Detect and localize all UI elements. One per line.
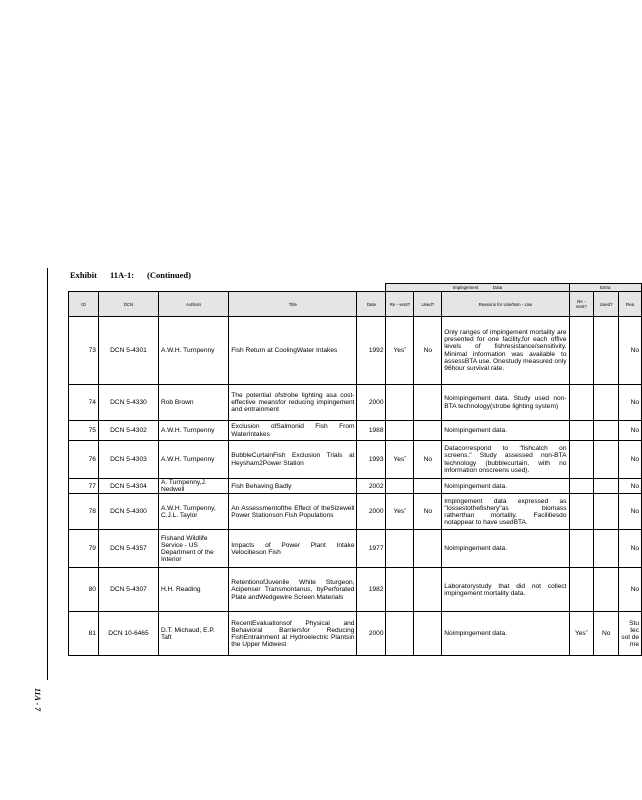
row-entrainment-present xyxy=(569,385,594,421)
row-entrainment-reason: No xyxy=(619,568,642,612)
row-entrainment-present xyxy=(569,479,594,494)
row-entrainment-reason: No xyxy=(619,421,642,441)
row-impingement-used xyxy=(414,479,442,494)
col-header-used: Used? xyxy=(414,292,442,317)
row-entrainment-reason: No xyxy=(619,494,642,530)
exhibit-number: 11A-1: xyxy=(110,270,135,280)
row-entrainment-reason: Stu tec sol de me xyxy=(619,612,642,656)
row-title: RetentionofJuvenile White Sturgeon, Acipenser Transmontanus, byPerforated Plate andWedgewire Screen Materials xyxy=(229,568,357,612)
row-title: An Assessmentofthe Effect of theSizewell Power Stationson Fish Populations xyxy=(229,494,357,530)
row-dcn: DCN 5-4301 xyxy=(98,317,158,385)
row-date: 1977 xyxy=(357,530,386,568)
row-entrainment-present: Yes˚ xyxy=(569,612,594,656)
exhibit-note: (Continued) xyxy=(147,270,191,280)
row-impingement-reason: Noimpingement data. xyxy=(442,530,569,568)
table-row xyxy=(69,441,642,479)
row-impingement-reason: Datacorrespond to "fishcatch on screens." Study assessed non-BTA technology (bubblecurtain, with no information onscreens used). xyxy=(442,441,569,479)
row-entrainment-present xyxy=(569,441,594,479)
col-header-reasons-2: Rea xyxy=(619,292,642,317)
row-impingement-reason: Noimpingement data. xyxy=(442,612,569,656)
row-dcn: DCN 5-4303 xyxy=(98,441,158,479)
table-row xyxy=(69,385,642,421)
table-row xyxy=(69,568,642,612)
entrainment-data-group-header: Entra xyxy=(569,284,641,292)
row-dcn: DCN 5-4307 xyxy=(98,568,158,612)
row-impingement-present xyxy=(386,568,414,612)
row-date: 2002 xyxy=(357,479,386,494)
row-authors: H.H. Reading xyxy=(158,568,228,612)
exhibit-heading xyxy=(70,270,191,280)
row-entrainment-used xyxy=(594,494,619,530)
row-impingement-present: Yes˚ xyxy=(386,494,414,530)
row-title: BubbleCurtainFish Exclusion Trials at Heysham2Power Station xyxy=(229,441,357,479)
row-impingement-reason: Laboratorystudy that did not collect impingement mortality data. xyxy=(442,568,569,612)
row-impingement-used xyxy=(414,568,442,612)
row-id: 76 xyxy=(69,441,99,479)
row-date: 2000 xyxy=(357,494,386,530)
table-row xyxy=(69,479,642,494)
page-number: 11A - 7 xyxy=(33,688,42,712)
row-title: Impacts of Power Plant Intake Velocitieson Fish xyxy=(229,530,357,568)
row-authors: A.W.H. Turnpenny xyxy=(158,317,228,385)
row-authors: D.T. Michaud, E.P. Taft xyxy=(158,612,228,656)
row-entrainment-present xyxy=(569,317,594,385)
row-id: 73 xyxy=(69,317,99,385)
row-impingement-reason: Noimpingement data. Study used non-BTA technology(strobe lighting system) xyxy=(442,385,569,421)
row-impingement-present xyxy=(386,421,414,441)
row-id: 80 xyxy=(69,568,99,612)
row-title: RecentEvaluationsof Physical and Behavioral Barriersfor Reducing FishEntrainment at Hydroelectric Plantsin the Upper Midwest xyxy=(229,612,357,656)
row-date: 2000 xyxy=(357,385,386,421)
table-row xyxy=(69,612,642,656)
row-entrainment-used xyxy=(594,385,619,421)
col-header-used-2: Used? xyxy=(594,292,619,317)
row-id: 77 xyxy=(69,479,99,494)
col-header-title: Title xyxy=(229,292,357,317)
row-entrainment-used xyxy=(594,530,619,568)
col-header-re-sent: Re - sent? xyxy=(386,292,414,317)
table-row xyxy=(69,494,642,530)
row-impingement-present: Yes˚ xyxy=(386,441,414,479)
row-dcn: DCN 5-4357 xyxy=(98,530,158,568)
row-entrainment-used xyxy=(594,479,619,494)
row-authors: Rob Brown xyxy=(158,385,228,421)
row-dcn: DCN 5-4330 xyxy=(98,385,158,421)
col-header-re-sent-2: Re - sent? xyxy=(569,292,594,317)
row-impingement-present xyxy=(386,385,414,421)
row-date: 2000 xyxy=(357,612,386,656)
row-dcn: DCN 5-4302 xyxy=(98,421,158,441)
row-impingement-reason: Noimpingement data. xyxy=(442,421,569,441)
row-entrainment-used: No xyxy=(594,612,619,656)
row-impingement-reason: Noimpingement data. xyxy=(442,479,569,494)
row-impingement-used xyxy=(414,612,442,656)
row-impingement-used: No xyxy=(414,317,442,385)
table-row xyxy=(69,317,642,385)
row-impingement-present: Yes˚ xyxy=(386,317,414,385)
row-id: 74 xyxy=(69,385,99,421)
left-margin-rule xyxy=(47,268,48,680)
row-date: 1988 xyxy=(357,421,386,441)
row-entrainment-present xyxy=(569,421,594,441)
row-impingement-present xyxy=(386,479,414,494)
row-impingement-reason: Impingement data expressed as "lossestothefishery"as biomass ratherthan mortality. Facilitiesdo notappear to have usedBTA. xyxy=(442,494,569,530)
row-impingement-used xyxy=(414,530,442,568)
row-date: 1993 xyxy=(357,441,386,479)
row-dcn: DCN 10-6465 xyxy=(98,612,158,656)
impingement-data-group-header: Impingement Data xyxy=(386,284,569,292)
row-entrainment-reason: No xyxy=(619,479,642,494)
row-authors: A.W.H. Turnpenny xyxy=(158,421,228,441)
col-header-reasons: Reasons for Use/Non - Use xyxy=(442,292,569,317)
table-row xyxy=(69,421,642,441)
exhibit-table xyxy=(68,283,642,656)
row-id: 78 xyxy=(69,494,99,530)
row-impingement-used xyxy=(414,421,442,441)
row-entrainment-used xyxy=(594,421,619,441)
row-title: Fish Return at CoolingWater Intakes xyxy=(229,317,357,385)
row-impingement-present xyxy=(386,612,414,656)
row-dcn: DCN 5-4300 xyxy=(98,494,158,530)
row-entrainment-reason: No xyxy=(619,385,642,421)
row-entrainment-present xyxy=(569,568,594,612)
row-entrainment-reason: No xyxy=(619,317,642,385)
col-header-date: Date xyxy=(357,292,386,317)
row-authors: A.W.H. Turnpenny xyxy=(158,441,228,479)
col-header-authors: Authors xyxy=(158,292,228,317)
row-date: 1992 xyxy=(357,317,386,385)
row-id: 75 xyxy=(69,421,99,441)
row-id: 81 xyxy=(69,612,99,656)
row-impingement-used: No xyxy=(414,494,442,530)
row-authors: Fishand Wildlife Service - US Department of the Interior xyxy=(158,530,228,568)
row-entrainment-present xyxy=(569,530,594,568)
row-entrainment-used xyxy=(594,441,619,479)
row-title: Fish Behaving Badly xyxy=(229,479,357,494)
row-dcn: DCN 5-4304 xyxy=(98,479,158,494)
row-impingement-used: No xyxy=(414,441,442,479)
row-title: Exclusion ofSalmonid Fish From WaterIntakes xyxy=(229,421,357,441)
col-header-dcn: DCN xyxy=(98,292,158,317)
exhibit-label: Exhibit xyxy=(70,270,97,280)
row-entrainment-used xyxy=(594,317,619,385)
row-impingement-present xyxy=(386,530,414,568)
row-entrainment-reason: No xyxy=(619,441,642,479)
row-entrainment-present xyxy=(569,494,594,530)
row-date: 1982 xyxy=(357,568,386,612)
table-row xyxy=(69,530,642,568)
col-header-id: ID xyxy=(69,292,99,317)
exhibit-table-viewport xyxy=(68,283,639,688)
row-authors: A. Turnpenny,J. Nedwell xyxy=(158,479,228,494)
row-impingement-used xyxy=(414,385,442,421)
row-entrainment-reason: No xyxy=(619,530,642,568)
row-impingement-reason: Only ranges of impingement mortality are presented for one facility,for each ofﬁve levels of fishresistance/sensitivity. Minimal information was available to assessBTA use. Onestudy measured only 96hour survival rate. xyxy=(442,317,569,385)
row-title: The potential ofstrobe lighting asa cost- effective meansfor reducing impingement and entrainment xyxy=(229,385,357,421)
row-entrainment-used xyxy=(594,568,619,612)
row-authors: A.W.H. Turnpenny, C.J.L. Taylor xyxy=(158,494,228,530)
row-id: 79 xyxy=(69,530,99,568)
